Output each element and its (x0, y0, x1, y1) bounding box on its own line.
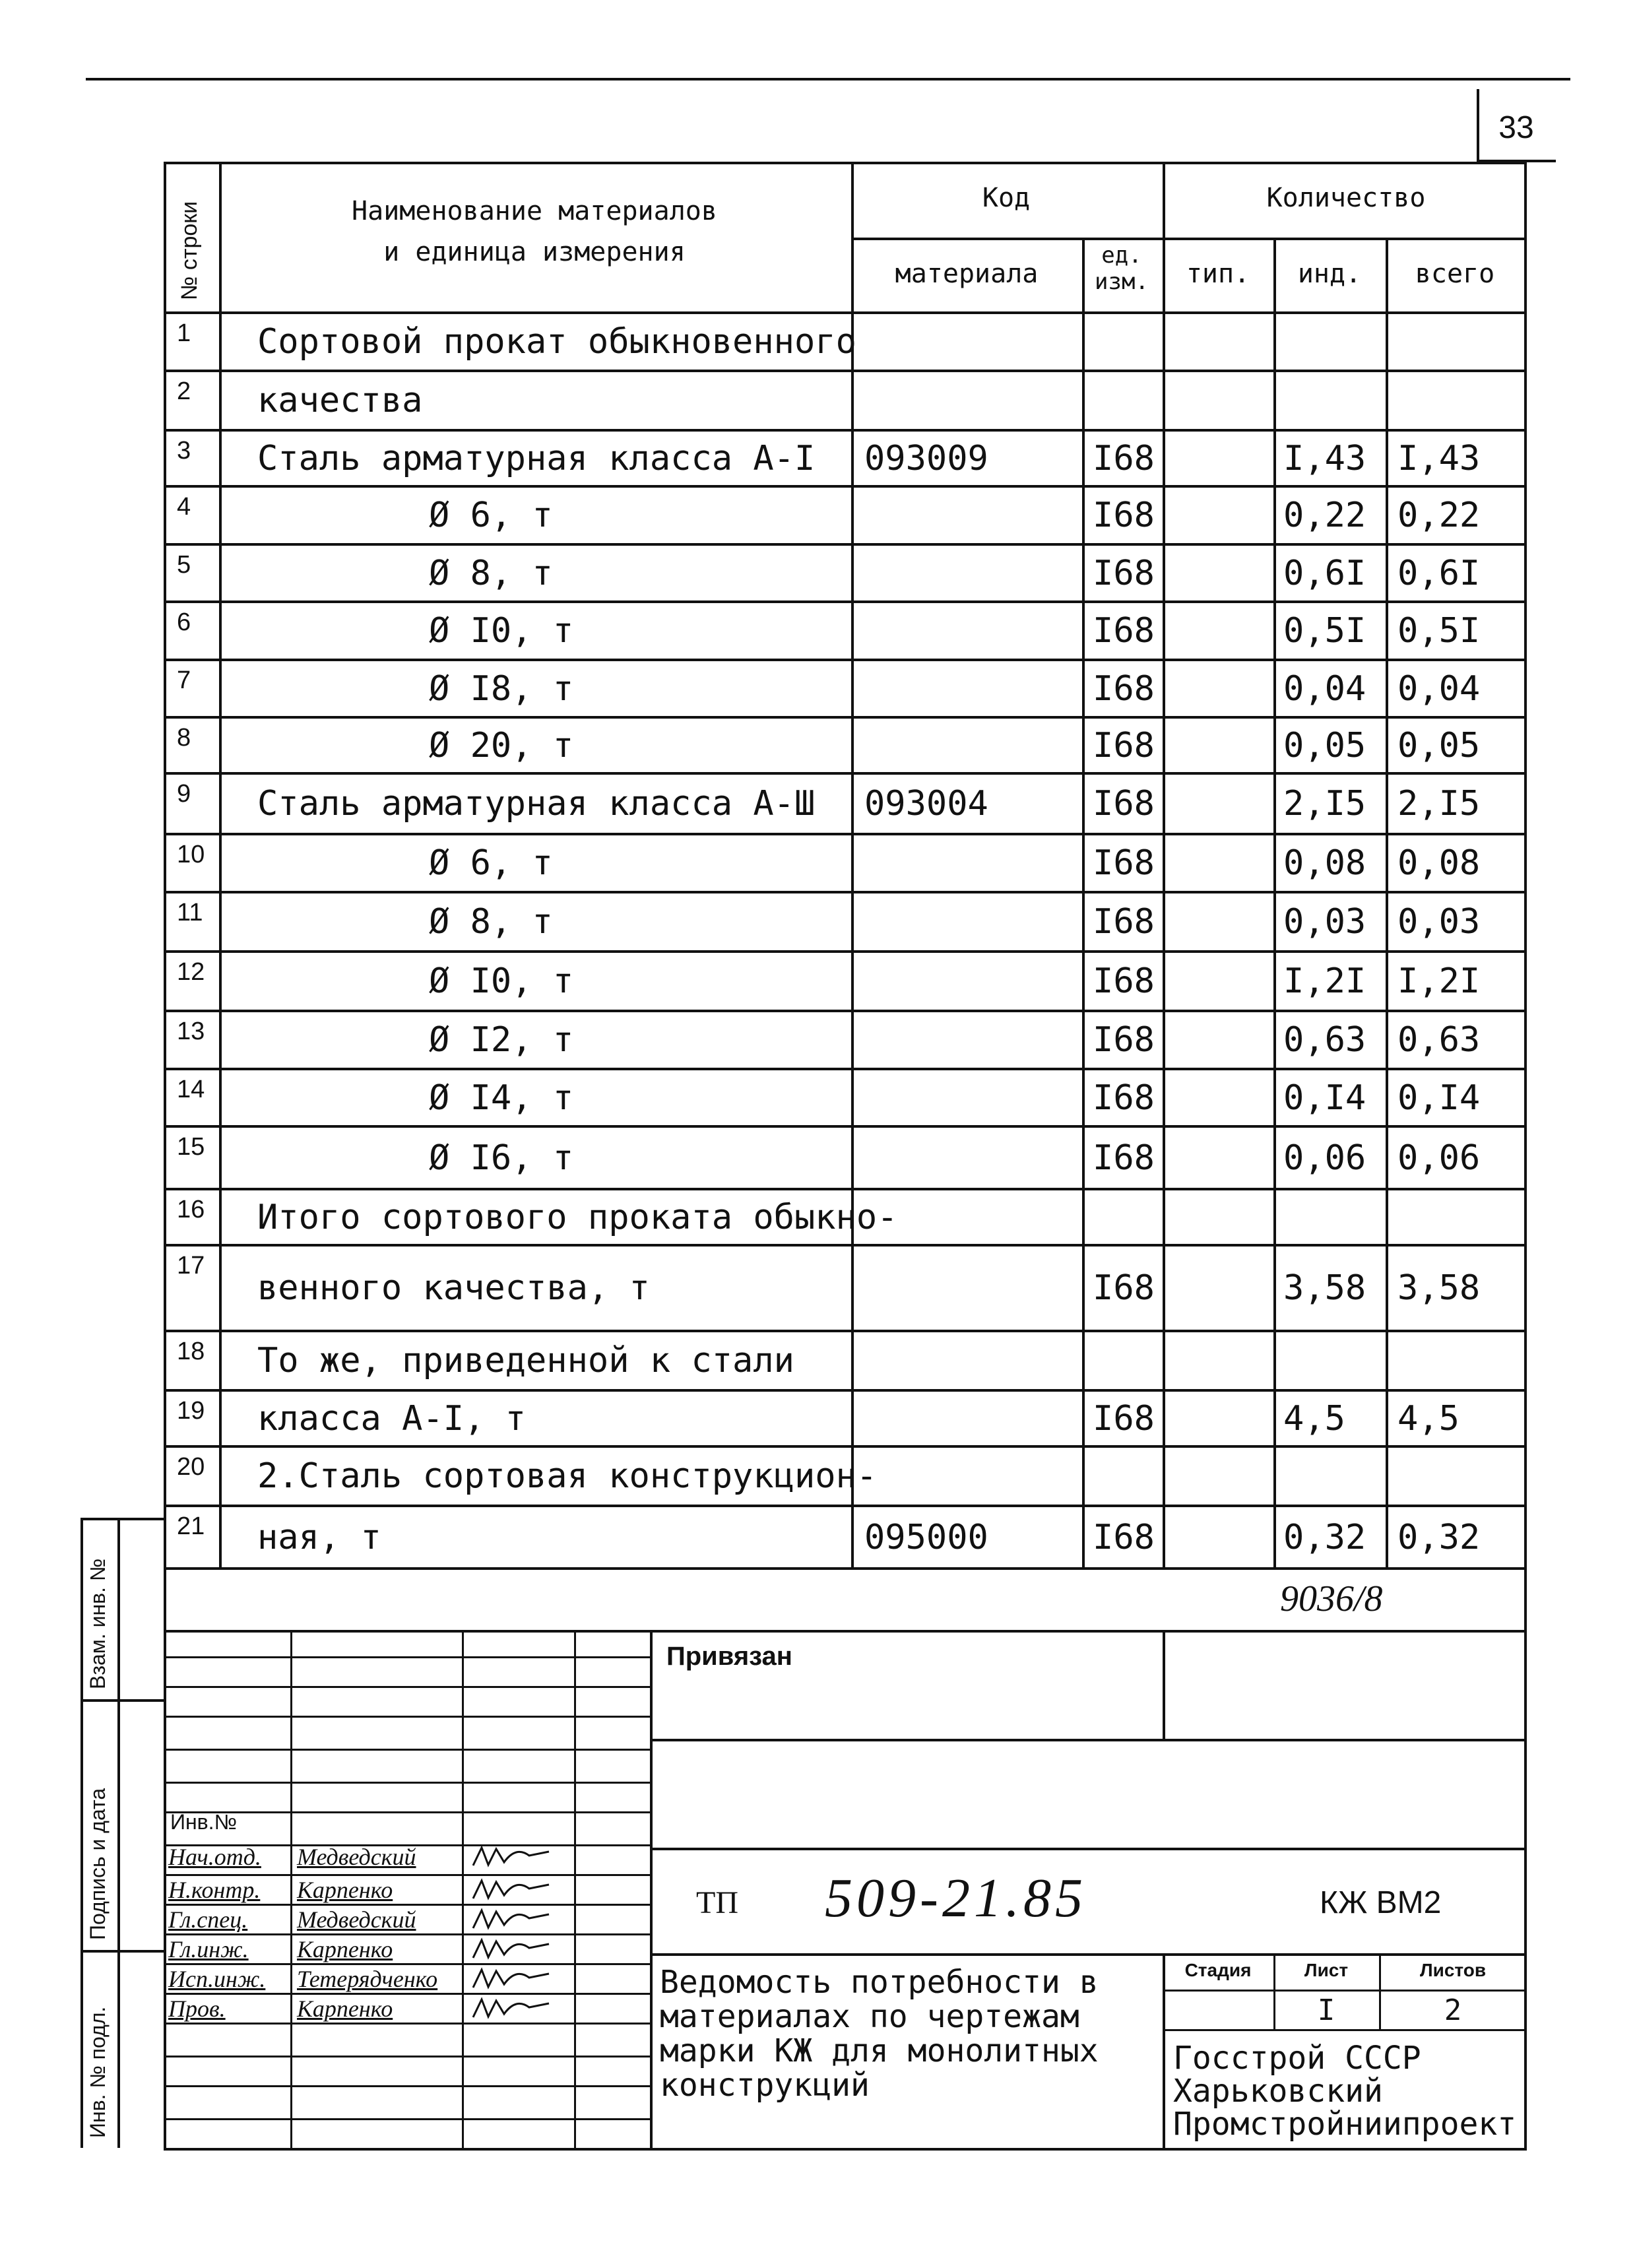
side-strip-top (80, 1518, 164, 1520)
page-number: 33 (1498, 110, 1534, 145)
row-name: Сталь арматурная класса А-I (257, 438, 816, 478)
signature-row-line (164, 1993, 650, 1995)
signature-row-line (164, 2085, 650, 2087)
row-total: 0,32 (1397, 1517, 1481, 1557)
row-ind: 3,58 (1283, 1268, 1366, 1308)
row-divider (164, 772, 1527, 775)
side-strip-right (117, 1518, 120, 2148)
row-unit: I68 (1093, 611, 1155, 651)
row-divider (164, 543, 1527, 546)
side-strip-div2 (80, 1950, 164, 1953)
stamp-title-line: Ведомость потребности в (660, 1964, 1099, 2001)
stamp-bottom (164, 2148, 1527, 2151)
row-number: 2 (177, 377, 191, 405)
row-total: 0,06 (1397, 1138, 1481, 1178)
row-unit: I68 (1093, 496, 1155, 535)
row-ind: 0,22 (1283, 496, 1366, 535)
inv-number-label: Инв.№ (170, 1810, 237, 1834)
col-ind-divider (1386, 238, 1388, 1567)
row-name: Ø 20, т (429, 725, 574, 765)
row-number: 8 (177, 724, 191, 752)
stamp-h3 (650, 1953, 1527, 1956)
header-bottom-border (164, 311, 1527, 314)
row-name: То же, приведенной к стали (257, 1341, 794, 1380)
row-name: Ø I2, т (429, 1020, 574, 1060)
row-ind: 2,I5 (1283, 784, 1366, 824)
row-total: 0,08 (1397, 843, 1481, 883)
side-label-vzam: Взам. инв. № (86, 1558, 110, 1689)
sheets-value: 2 (1444, 1993, 1462, 2027)
row-ind: 0,I4 (1283, 1078, 1366, 1118)
row-name: Ø I6, т (429, 1138, 574, 1178)
row-ind: 0,63 (1283, 1020, 1366, 1060)
row-name: Итого сортового проката обыкно- (257, 1197, 898, 1237)
organization-line: Промстройниипроект (1173, 2106, 1517, 2143)
stamp-stage-h2 (1163, 2029, 1527, 2031)
row-unit: I68 (1093, 1517, 1155, 1557)
row-unit: I68 (1093, 553, 1155, 593)
sig-col2 (462, 1630, 464, 2148)
row-unit: I68 (1093, 784, 1155, 824)
sheet-value: I (1317, 1993, 1335, 2027)
signature-row-line (164, 1749, 650, 1751)
table-top-border (164, 162, 1527, 164)
organization-line: Госстрой СССР (1173, 2040, 1421, 2077)
signature-row-line (164, 2056, 650, 2057)
header-qty-typ: тип. (1186, 259, 1250, 289)
signature-row-line (164, 1656, 650, 1658)
col-unit-divider (1163, 162, 1165, 1567)
sheets-label: Листов (1419, 1960, 1487, 1980)
row-total: 0,63 (1397, 1020, 1481, 1060)
signature-mark (470, 1964, 569, 1993)
row-name: качества (257, 381, 423, 420)
header-unit-line1: ед. (1101, 242, 1142, 269)
row-code: 093004 (864, 784, 988, 824)
row-ind: 0,32 (1283, 1517, 1366, 1557)
side-strip-div1 (80, 1699, 164, 1702)
row-total: 2,I5 (1397, 784, 1481, 824)
row-unit: I68 (1093, 725, 1155, 765)
signature-role: Пров. (168, 1995, 226, 2022)
row-number: 9 (177, 780, 191, 808)
signature-name: Карпенко (297, 1995, 393, 2022)
row-name: венного качества, т (257, 1268, 650, 1308)
stamp-main-divider (650, 1630, 653, 2148)
table-left-border (164, 162, 166, 2148)
row-name: класса А-I, т (257, 1398, 526, 1439)
stage-label: Стадия (1184, 1960, 1252, 1980)
header-unit-line2: изм. (1095, 269, 1149, 295)
signature-row-line (164, 1686, 650, 1688)
signature-role: Исп.инж. (168, 1966, 266, 1992)
col-code-divider (1082, 238, 1085, 1567)
row-code: 093009 (864, 438, 988, 478)
row-ind: I,2I (1283, 961, 1366, 1001)
row-unit: I68 (1093, 961, 1155, 1001)
stamp-stage-v1 (1273, 1953, 1275, 2029)
row-ind: I,43 (1283, 438, 1366, 478)
signature-name: Медведский (297, 1844, 416, 1870)
row-divider (164, 659, 1527, 661)
header-name-line1: Наименование материалов (352, 196, 717, 226)
row-total: I,43 (1397, 438, 1481, 478)
row-name: Ø 8, т (429, 553, 553, 593)
row-number: 19 (177, 1397, 205, 1425)
stamp-attached-label: Привязан (666, 1642, 792, 1671)
row-divider (164, 370, 1527, 372)
row-divider (164, 833, 1527, 835)
row-number: 15 (177, 1133, 205, 1161)
signature-name: Карпенко (297, 1936, 393, 1962)
row-unit: I68 (1093, 1078, 1155, 1118)
sheet-label: Лист (1304, 1960, 1349, 1980)
row-ind: 0,06 (1283, 1138, 1366, 1178)
row-number: 10 (177, 841, 205, 868)
row-number: 18 (177, 1338, 205, 1365)
signature-name: Медведский (297, 1906, 416, 1933)
doc-number: 509-21.85 (825, 1867, 1087, 1929)
row-number: 12 (177, 958, 205, 986)
row-total: 0,05 (1397, 725, 1481, 765)
row-name: Ø 8, т (429, 902, 553, 942)
row-divider (164, 429, 1527, 432)
row-number: 3 (177, 437, 191, 465)
row-name: Ø I0, т (429, 961, 574, 1001)
side-strip-left (80, 1518, 83, 2148)
row-name: Ø 6, т (429, 843, 553, 883)
header-code-material: материала (895, 259, 1039, 289)
stamp-title-line: конструкций (660, 2067, 870, 2104)
row-divider (164, 1068, 1527, 1070)
row-divider (164, 1505, 1527, 1507)
signature-mark (470, 1935, 569, 1964)
row-divider (164, 1125, 1527, 1128)
sig-col3 (574, 1630, 576, 2148)
stamp-h2 (650, 1848, 1527, 1850)
row-total: 0,I4 (1397, 1078, 1481, 1118)
row-unit: I68 (1093, 1398, 1155, 1439)
signature-mark (470, 1905, 569, 1934)
row-number: 13 (177, 1018, 205, 1045)
row-number: 20 (177, 1453, 205, 1481)
row-divider (164, 1389, 1527, 1392)
header-qty-ind: инд. (1297, 259, 1362, 289)
col-name-divider (851, 162, 854, 1567)
row-unit: I68 (1093, 1138, 1155, 1178)
sig-col1 (290, 1630, 292, 2148)
row-name: ная, т (257, 1517, 381, 1557)
row-number: 6 (177, 608, 191, 636)
header-name-line2: и единица измерения (383, 237, 686, 267)
row-number: 21 (177, 1512, 205, 1540)
signature-mark (470, 1875, 569, 1904)
row-name: Ø 6, т (429, 496, 553, 535)
row-ind: 0,04 (1283, 668, 1366, 709)
row-divider (164, 1445, 1527, 1448)
row-ind: 0,03 (1283, 902, 1366, 942)
row-unit: I68 (1093, 438, 1155, 478)
row-divider (164, 1188, 1527, 1190)
side-label-podpis: Подпись и дата (86, 1788, 110, 1940)
row-unit: I68 (1093, 843, 1155, 883)
row-total: 0,04 (1397, 668, 1481, 709)
stamp-h1 (650, 1739, 1527, 1741)
row-number: 17 (177, 1252, 205, 1280)
row-number: 5 (177, 551, 191, 579)
side-label-inv-podl: Инв. № подл. (86, 2006, 110, 2138)
stamp-stage-v2 (1379, 1953, 1381, 2029)
row-divider (164, 1010, 1527, 1012)
row-code: 095000 (864, 1517, 988, 1557)
row-name: Сталь арматурная класса А-Ш (257, 784, 816, 824)
top-rule (86, 78, 1570, 81)
row-name: Ø I4, т (429, 1078, 574, 1118)
signature-row-line (164, 2023, 650, 2025)
row-total: 0,6I (1397, 553, 1481, 593)
row-ind: 0,05 (1283, 725, 1366, 765)
row-unit: I68 (1093, 668, 1155, 709)
row-unit: I68 (1093, 1268, 1155, 1308)
signature-row-line (164, 1933, 650, 1935)
table-bottom-border (164, 1567, 1527, 1570)
signature-row-line (164, 1904, 650, 1906)
signature-row-line (164, 1874, 650, 1876)
signature-row-line (164, 1963, 650, 1965)
stamp-stage-h1 (1163, 1990, 1527, 1992)
signature-mark (470, 1842, 569, 1871)
row-number: 14 (177, 1076, 205, 1103)
signature-role: Н.контр. (168, 1877, 261, 1903)
row-name: Сортовой прокат обыкновенного (257, 322, 856, 362)
stamp-top (164, 1630, 1527, 1633)
signature-row-line (164, 2118, 650, 2120)
row-unit: I68 (1093, 902, 1155, 942)
handwritten-number: 9036/8 (1280, 1578, 1383, 1619)
row-ind: 0,5I (1283, 611, 1366, 651)
signature-role: Гл.инж. (168, 1936, 249, 1962)
header-code: Код (982, 183, 1031, 213)
doc-mark: КЖ ВМ2 (1320, 1885, 1442, 1920)
stamp-title-line: марки КЖ для монолитных (660, 2032, 1099, 2069)
row-divider (164, 716, 1527, 719)
row-divider (164, 1330, 1527, 1332)
col-typ-divider (1273, 238, 1276, 1567)
row-number: 16 (177, 1196, 205, 1223)
header-row-number: № строки (177, 201, 202, 300)
row-name: Ø I0, т (429, 611, 574, 651)
page-number-box-left (1477, 89, 1479, 162)
signature-role: Нач.отд. (168, 1844, 261, 1870)
row-ind: 0,6I (1283, 553, 1366, 593)
row-number: 4 (177, 493, 191, 521)
doc-prefix: ТП (696, 1885, 738, 1920)
row-total: 0,5I (1397, 611, 1481, 651)
signature-row-line (164, 1716, 650, 1718)
row-number: 11 (177, 899, 203, 926)
signature-name: Карпенко (297, 1877, 393, 1903)
signature-name: Тетерядченко (297, 1966, 438, 1992)
stamp-title-line: материалах по чертежам (660, 1998, 1079, 2035)
row-divider (164, 485, 1527, 488)
header-mid-border (851, 238, 1527, 240)
row-name: Ø I8, т (429, 668, 574, 709)
row-ind: 0,08 (1283, 843, 1366, 883)
row-divider (164, 1244, 1527, 1247)
row-divider (164, 891, 1527, 893)
row-number: 7 (177, 666, 191, 694)
row-unit: I68 (1093, 1020, 1155, 1060)
stamp-info-divider (1163, 1953, 1165, 2148)
signature-mark (470, 1994, 569, 2023)
header-quantity: Количество (1266, 183, 1426, 213)
row-total: 0,22 (1397, 496, 1481, 535)
row-name: 2.Сталь сортовая конструкцион- (257, 1456, 878, 1496)
stamp-attached-divider (1163, 1630, 1165, 1739)
organization-line: Харьковский (1173, 2073, 1383, 2110)
row-divider (164, 950, 1527, 953)
header-qty-total: всего (1415, 259, 1495, 289)
row-ind: 4,5 (1283, 1398, 1345, 1439)
signature-row-line (164, 1782, 650, 1784)
signature-role: Гл.спец. (168, 1906, 248, 1933)
row-total: 0,03 (1397, 902, 1481, 942)
row-number: 1 (177, 319, 191, 347)
row-total: 4,5 (1397, 1398, 1460, 1439)
row-divider (164, 600, 1527, 603)
col-rownum-divider (219, 162, 222, 1567)
row-total: I,2I (1397, 961, 1481, 1001)
row-total: 3,58 (1397, 1268, 1481, 1308)
